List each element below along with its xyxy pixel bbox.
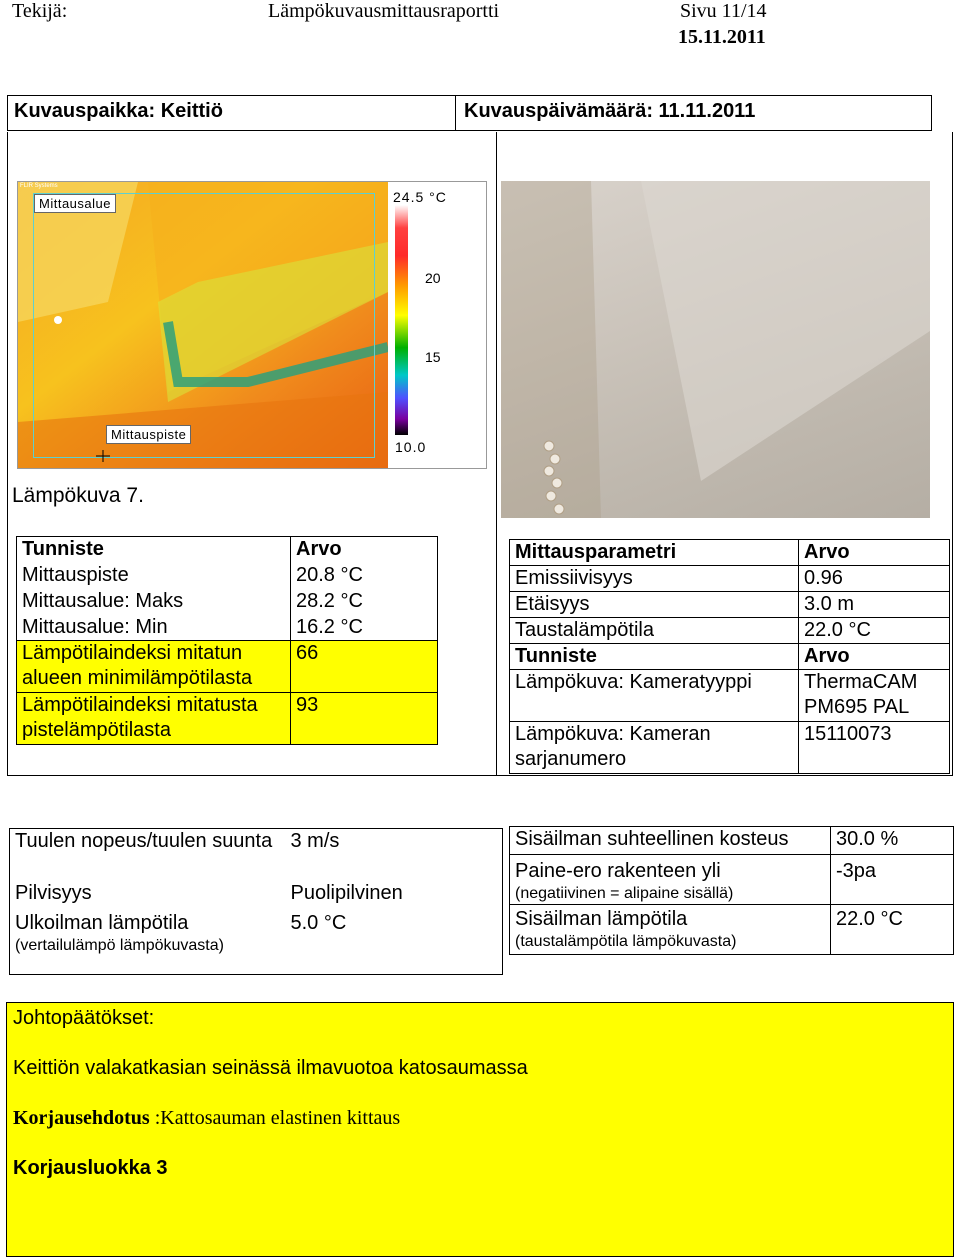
conclusions-fix bbox=[13, 1107, 400, 1130]
row-label: Etäisyys bbox=[510, 592, 799, 618]
conditions-right-table bbox=[509, 826, 954, 955]
row-label: Mittauspiste bbox=[17, 563, 291, 589]
measurements-table bbox=[16, 536, 438, 745]
brand-label: FLIR Systems bbox=[20, 183, 58, 189]
table-header-row bbox=[510, 644, 950, 670]
fix-label: Korjausehdotus bbox=[13, 1107, 150, 1129]
color-scale-bar bbox=[395, 205, 408, 435]
index-value: 93 bbox=[291, 693, 438, 745]
camera-type-value-line2: PM695 PAL bbox=[804, 696, 910, 718]
index-value: 66 bbox=[291, 641, 438, 693]
index-label: Lämpötilaindeksi mitatun alueen minimilämpötilasta bbox=[17, 641, 291, 693]
table-row bbox=[510, 670, 950, 722]
header-arvo: Arvo bbox=[799, 644, 950, 670]
image-caption: Lämpökuva 7. bbox=[12, 484, 144, 507]
header-arvo: Arvo bbox=[291, 537, 438, 563]
indoor-cell bbox=[510, 905, 831, 955]
row-label: Mittausalue: Min bbox=[17, 615, 291, 641]
conclusions-box bbox=[6, 1002, 954, 1257]
page-number: Sivu 11/14 bbox=[680, 0, 767, 22]
location-place: Kuvauspaikka: Keittiö bbox=[14, 100, 223, 122]
camera-type-value-line1: ThermaCAM bbox=[804, 671, 918, 693]
scale-20-label: 20 bbox=[425, 270, 441, 286]
pressure-cell bbox=[510, 855, 831, 905]
pressure-value: -3pa bbox=[831, 855, 954, 905]
humidity-value: 30.0 % bbox=[831, 827, 954, 855]
outdoor-note: (vertailulämpö lämpökuvasta) bbox=[15, 936, 224, 954]
row-label: Emissiivisyys bbox=[510, 566, 799, 592]
row-value: 22.0 °C bbox=[799, 618, 950, 644]
cloud-label: Pilvisyys bbox=[10, 881, 286, 909]
index-row bbox=[17, 641, 438, 693]
indoor-value: 22.0 °C bbox=[831, 905, 954, 955]
outdoor-label: Ulkoilman lämpötila bbox=[15, 911, 189, 934]
camera-type-label: Lämpökuva: Kameratyyppi bbox=[510, 670, 799, 722]
visual-photo bbox=[501, 181, 930, 518]
table-row bbox=[510, 592, 950, 618]
wind-value: 3 m/s bbox=[286, 829, 503, 881]
serial-label: Lämpökuva: Kameran sarjanumero bbox=[510, 722, 799, 774]
row-value: 16.2 °C bbox=[291, 615, 438, 641]
indoor-note: (taustalämpötila lämpökuvasta) bbox=[515, 933, 737, 950]
pressure-label: Paine-ero rakenteen yli bbox=[515, 860, 721, 882]
crosshair-icon bbox=[96, 449, 110, 461]
row-value: 20.8 °C bbox=[291, 563, 438, 589]
table-row bbox=[17, 563, 438, 589]
table-row bbox=[510, 618, 950, 644]
index-row bbox=[17, 693, 438, 745]
outdoor-cell bbox=[10, 909, 286, 975]
humidity-label: Sisäilman suhteellinen kosteus bbox=[510, 827, 831, 855]
header-parameter: Mittausparametri bbox=[510, 540, 799, 566]
divider bbox=[455, 96, 456, 130]
row-value: 0.96 bbox=[799, 566, 950, 592]
header-tunniste: Tunniste bbox=[510, 644, 799, 670]
location-date: Kuvauspäivämäärä: 11.11.2011 bbox=[464, 100, 756, 122]
scale-max-label: 24.5 °C bbox=[393, 189, 447, 205]
repair-class: Korjausluokka 3 bbox=[13, 1157, 168, 1179]
outdoor-value: 5.0 °C bbox=[286, 909, 503, 975]
header-arvo: Arvo bbox=[799, 540, 950, 566]
wind-label: Tuulen nopeus/tuulen suunta bbox=[10, 829, 286, 881]
scale-15-label: 15 bbox=[425, 349, 441, 365]
pressure-note: (negatiivinen = alipaine sisällä) bbox=[515, 885, 734, 902]
indoor-label: Sisäilman lämpötila bbox=[515, 908, 688, 930]
table-row bbox=[10, 829, 503, 881]
measurement-area-box bbox=[33, 193, 375, 458]
table-row bbox=[510, 722, 950, 774]
scale-min-label: 10.0 bbox=[395, 439, 427, 455]
report-title: Lämpökuvausmittausraportti bbox=[268, 0, 500, 22]
table-row bbox=[510, 566, 950, 592]
author-label: Tekijä: bbox=[12, 0, 68, 22]
area-label: Mittausalue bbox=[34, 194, 116, 213]
row-label: Taustalämpötila bbox=[510, 618, 799, 644]
cloud-value: Puolipilvinen bbox=[286, 881, 503, 909]
table-row bbox=[10, 909, 503, 975]
location-row bbox=[7, 95, 932, 131]
serial-value: 15110073 bbox=[799, 722, 950, 774]
conclusions-title: Johtopäätökset: bbox=[13, 1007, 155, 1029]
conditions-left-table bbox=[9, 828, 503, 975]
header-tunniste: Tunniste bbox=[17, 537, 291, 563]
report-date: 15.11.2011 bbox=[678, 26, 766, 48]
table-row bbox=[10, 881, 503, 909]
table-row bbox=[17, 589, 438, 615]
spot-label: Mittauspiste bbox=[106, 425, 191, 444]
camera-type-value bbox=[799, 670, 950, 722]
row-value: 28.2 °C bbox=[291, 589, 438, 615]
conclusions-finding: Keittiön valakatkasian seinässä ilmavuotoa katosaumassa bbox=[13, 1057, 528, 1079]
row-label: Mittausalue: Maks bbox=[17, 589, 291, 615]
index-label: Lämpötilaindeksi mitatusta pistelämpötilasta bbox=[17, 693, 291, 745]
table-header-row bbox=[17, 537, 438, 563]
table-row bbox=[510, 855, 954, 905]
table-row bbox=[17, 615, 438, 641]
table-row bbox=[510, 905, 954, 955]
table-row bbox=[510, 827, 954, 855]
row-value: 3.0 m bbox=[799, 592, 950, 618]
parameters-table bbox=[509, 539, 950, 774]
table-header-row bbox=[510, 540, 950, 566]
fix-text: :Kattosauman elastinen kittaus bbox=[149, 1107, 401, 1129]
